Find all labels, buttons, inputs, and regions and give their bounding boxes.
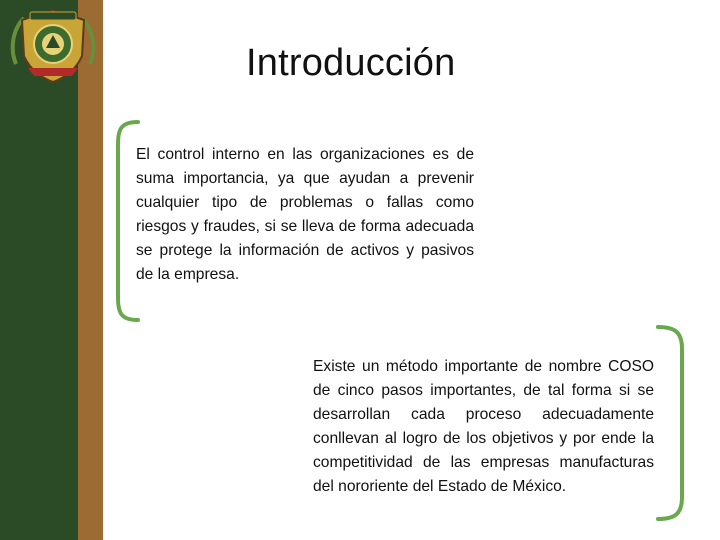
intro-paragraph-2: Existe un método importante de nombre COSO de cinco pasos importantes, de tal forma si se desarrollan cada proceso adecuadamente conllevan al logro de los objetivos y por ende la competitividad de las empresas manufacturas del nororiente del Estado de México. <box>313 358 654 495</box>
right-bracket <box>654 323 688 523</box>
intro-paragraph-1: El control interno en las organizaciones es de suma importancia, ya que ayudan a prevenir cualquier tipo de problemas o fallas como riesgos y fraudes, si se lleva de forma adecuada se protege la información de activos y pasivos de la empresa. <box>136 146 474 283</box>
slide-title: Introducción <box>246 42 456 84</box>
university-emblem-icon <box>6 6 100 84</box>
